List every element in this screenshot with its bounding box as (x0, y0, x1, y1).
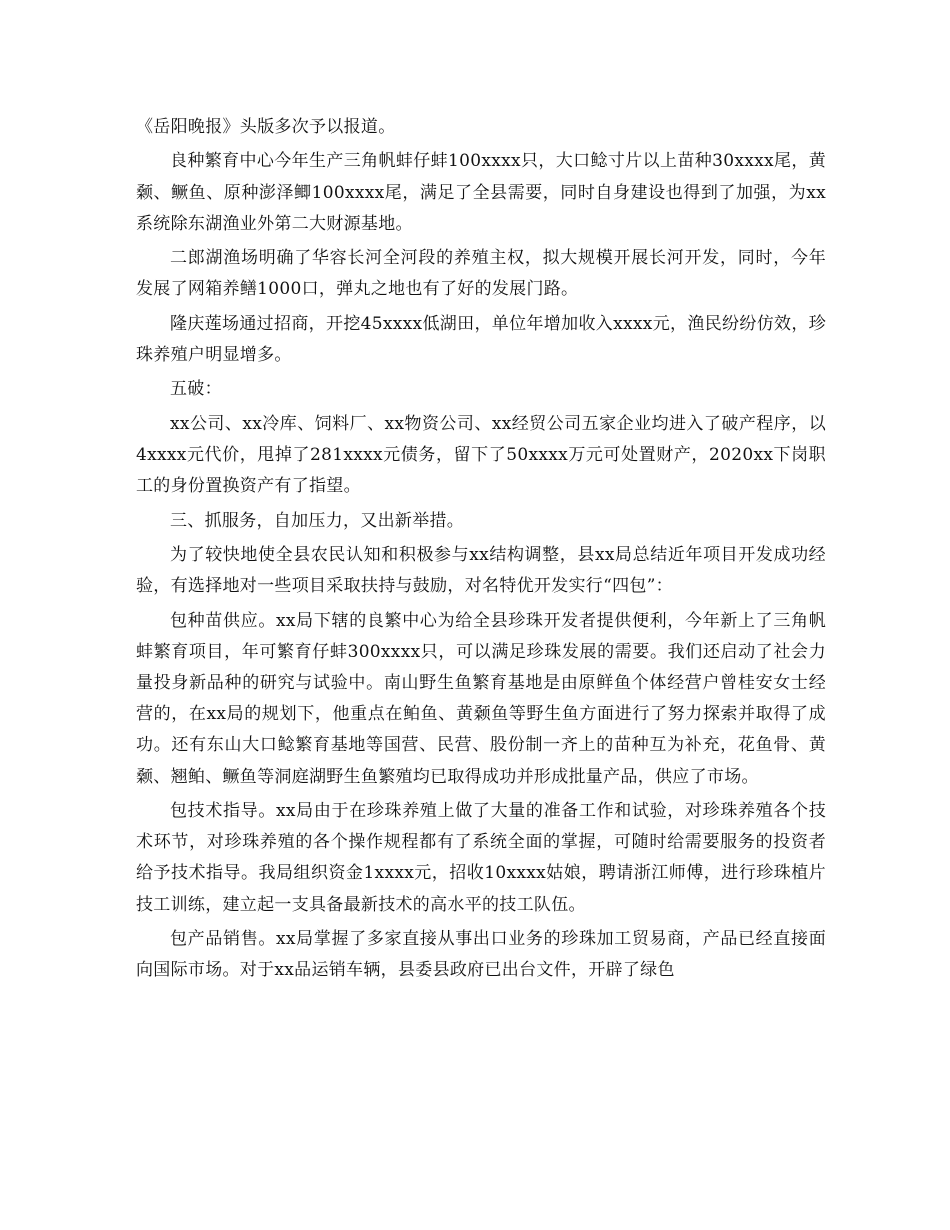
paragraph-product-sales: 包产品销售。xx局掌握了多家直接从事出口业务的珍珠加工贸易商，产品已经直接面向国际市场。对于xx品运销车辆，县委县政府已出台文件，开辟了绿色 (136, 928, 826, 981)
paragraph-3: 二郎湖渔场明确了华容长河全河段的养殖主权，拟大规模开展长河开发，同时，今年发展了网箱养鳝1000口，弹丸之地也有了好的发展门路。 (136, 248, 826, 300)
paragraph-4: 隆庆莲场通过招商，开挖45xxxx低湖田，单位年增加收入xxxx元，渔民纷纷仿效，珍珠养殖户明显增多。 (136, 313, 826, 365)
section-heading-wupo: 五破： (170, 379, 222, 400)
paragraph-tech-guidance: 包技术指导。xx局由于在珍珠养殖上做了大量的准备工作和试验，对珍珠养殖各个技术环节，对珍珠养殖的各个操作规程都有了系统全面的掌握，可随时给需要服务的投资者给予技术指导。我局组织资金1xxxx元，招收10xxxx姑娘，聘请浙江师傅，进行珍珠植片技工训练，建立起一支具备最新技术的高水平的技工队伍。 (136, 800, 826, 915)
section-heading-3: 三、抓服务，自加压力，又出新举措。 (170, 510, 465, 531)
document-page (136, 112, 826, 990)
paragraph-8: 为了较快地使全县农民认知和积极参与xx结构调整，县xx局总结近年项目开发成功经验，有选择地对一些项目采取扶持与鼓励，对名特优开发实行“四包”： (136, 544, 826, 597)
paragraph-2: 良种繁育中心今年生产三角帆蚌仔蚌100xxxx只，大口鲶寸片以上苗种30xxxx尾，黄颡、鳜鱼、原种澎泽鲫100xxxx尾，满足了全县需要，同时自身建设也得到了加强，为xx系统除东湖渔业外第二大财源基地。 (136, 151, 826, 234)
paragraph-seed-supply: 包种苗供应。xx局下辖的良繁中心为给全县珍珠开发者提供便利，今年新上了三角帆蚌繁育项目，年可繁育仔蚌300xxxx只，可以满足珍珠发展的需要。我们还启动了社会力量投身新品种的研究与试验中。南山野生鱼繁育基地是由原鲜鱼个体经营户曾桂安女士经营的，在xx局的规划下，他重点在鲌鱼、黄颡鱼等野生鱼方面进行了努力探索并取得了成功。还有东山大口鲶繁育基地等国营、民营、股份制一齐上的苗种互为补充，花鱼骨、黄颡、翘鲌、鳜鱼等洞庭湖野生鱼繁殖均已取得成功并形成批量产品，供应了市场。 (136, 610, 826, 787)
paragraph-6: xx公司、xx冷库、饲料厂、xx物资公司、xx经贸公司五家企业均进入了破产程序，以4xxxx元代价，甩掉了281xxxx元债务，留下了50xxxx万元可处置财产，2020xx下岗职工的身份置换资产有了指望。 (136, 413, 826, 497)
paragraph-1: 《岳阳晚报》头版多次予以报道。 (136, 117, 396, 137)
